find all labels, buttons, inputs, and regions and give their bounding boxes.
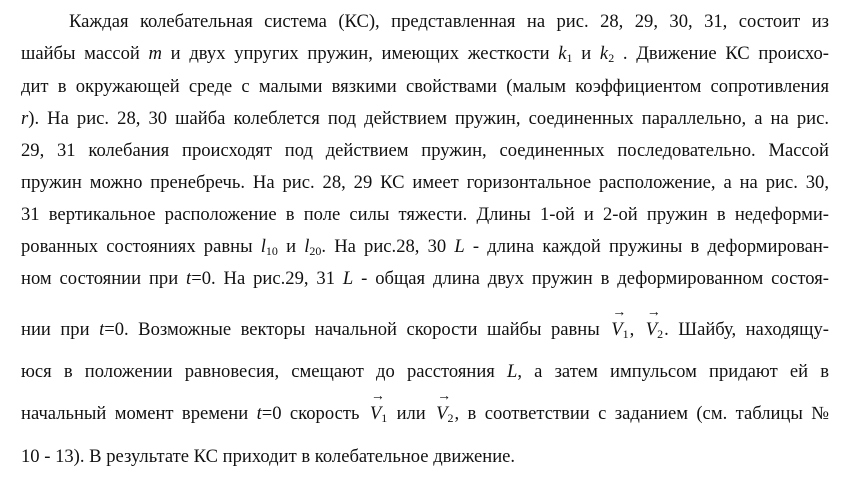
time-symbol: t [186, 268, 192, 289]
text: 29, 31 колебания происходят под действием пружин, соединенных последовательно. Массой [21, 140, 829, 161]
text: 10 - 13). В результате КС приходит в колебательное движение. [21, 446, 516, 467]
vector-arrow-icon: → [612, 305, 627, 320]
subscript: 2 [608, 51, 615, 65]
subscript: 2 [657, 327, 664, 341]
paragraph-line-12 [21, 389, 829, 425]
paragraph-line-7 [21, 204, 829, 226]
vector-letter: V [645, 319, 658, 340]
paragraph-line-10 [21, 305, 829, 341]
subscript: 2 [447, 411, 454, 425]
time-symbol: t [99, 319, 105, 340]
text: - длина каждой пружины в деформирован- [464, 236, 830, 257]
velocity-vector-2 [645, 305, 664, 341]
subscript: 10 [265, 244, 278, 258]
resistance-symbol: r [21, 108, 29, 129]
text: и [277, 236, 305, 257]
paragraph-line-8 [21, 236, 829, 258]
text: - общая длина двух пружин в деформированном состоя- [353, 268, 829, 289]
text: и двух упругих пружин, имеющих жесткости [161, 43, 559, 64]
velocity-vector-1 [611, 305, 629, 341]
paragraph-line-1 [69, 11, 829, 33]
text: , в соответствии с заданием (см. таблицы № [454, 403, 829, 424]
paragraph-line-11 [21, 361, 829, 383]
text: =0. На рис.29, 31 [191, 268, 343, 289]
vector-arrow-icon: → [646, 305, 661, 320]
time-symbol: t [256, 403, 262, 424]
velocity-vector-1 [369, 389, 388, 425]
text: юся в положении равновесия, смещают до расстояния [21, 361, 508, 382]
text: =0 скорость [261, 403, 368, 424]
paragraph-line-4 [21, 108, 829, 130]
text: . Движение КС происхо- [614, 43, 829, 64]
length-symbol: l [304, 236, 310, 257]
text: 31 вертикальное расположение в поле силы тяжести. Длины 1-ой и 2-ой пружин в недеформи- [21, 204, 829, 225]
subscript: 1 [566, 51, 573, 65]
text: нии при [21, 319, 100, 340]
length-symbol: L [454, 236, 465, 257]
length-symbol: l [260, 236, 266, 257]
text: дит в окружающей среде с малыми вязкими свойствами (малым коэффициентом сопротивления [21, 76, 829, 97]
paragraph-line-3 [21, 76, 829, 98]
length-symbol: L [507, 361, 518, 382]
mass-symbol: m [148, 43, 162, 64]
text: или [396, 403, 426, 424]
text: . Шайбу, находящу- [664, 319, 829, 340]
paragraph-line-5 [21, 140, 829, 162]
text: ). На рис. 28, 30 шайба колеблется под действием пружин, соединенных параллельно, а на рис. [28, 108, 829, 129]
stiffness-symbol: k [599, 43, 609, 64]
stiffness-symbol: k [558, 43, 567, 64]
paragraph-line-2 [21, 43, 829, 65]
subscript: 20 [309, 244, 322, 258]
paragraph-line-6 [21, 172, 829, 194]
text: шайбы массой [21, 43, 149, 64]
text: Каждая колебательная система (КС), представленная на рис. 28, 29, 30, 31, состоит из [69, 11, 829, 32]
velocity-vector-2 [436, 389, 454, 425]
vector-letter: V [611, 319, 623, 340]
text: пружин можно пренебречь. На рис. 28, 29 КС имеет горизонтальное расположение, а на рис. 30, [21, 172, 829, 193]
length-symbol: L [342, 268, 354, 289]
text: . На рис.28, 30 [321, 236, 455, 257]
subscript: 1 [622, 327, 629, 341]
vector-letter: V [369, 403, 382, 424]
text: начальный момент времени [21, 403, 257, 424]
text: , [629, 319, 635, 340]
vector-arrow-icon: → [437, 389, 452, 404]
text: =0. Возможные векторы начальной скорости шайбы равны [104, 319, 610, 340]
paragraph-line-13 [21, 446, 515, 468]
vector-arrow-icon: → [370, 389, 385, 404]
vector-letter: V [436, 403, 448, 424]
subscript: 1 [381, 411, 388, 425]
text: рованных состояниях равны [21, 236, 261, 257]
text: и [572, 43, 600, 64]
text: ном состоянии при [21, 268, 187, 289]
text: , а затем импульсом придают ей в [517, 361, 829, 382]
paragraph-line-9 [21, 268, 829, 290]
